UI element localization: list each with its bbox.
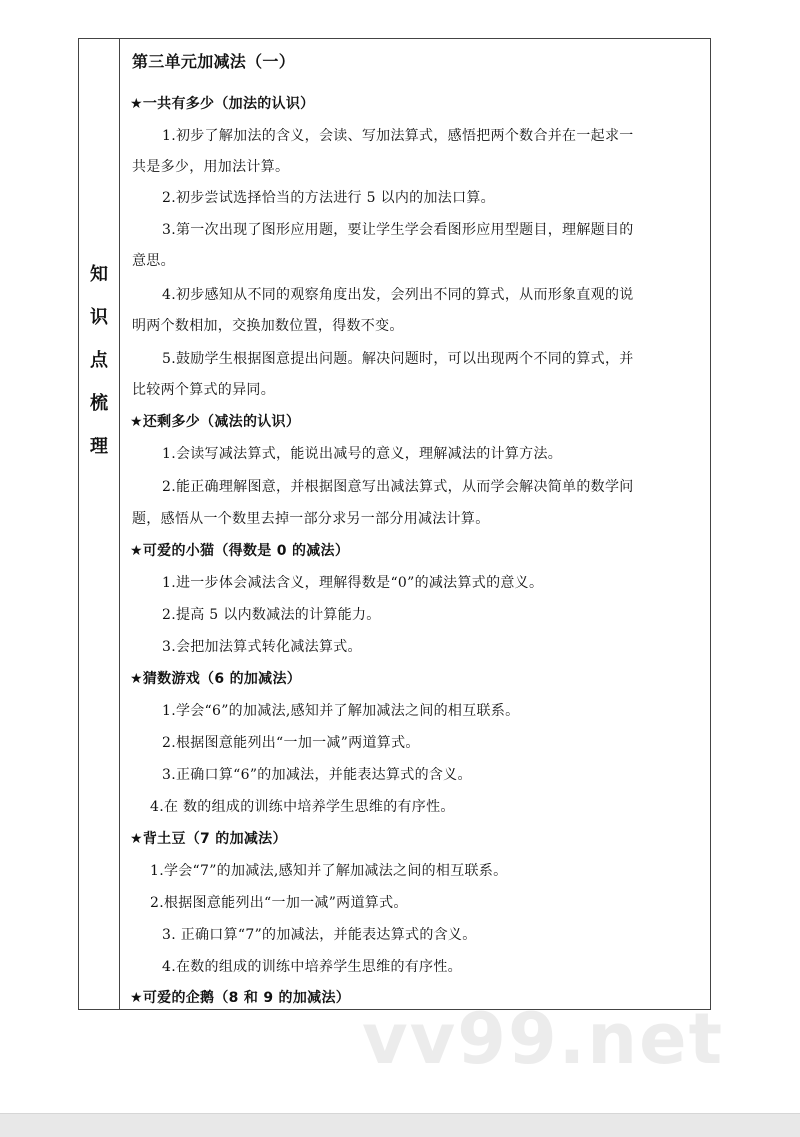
list-item: 1.初步了解加法的含义，会读、写加法算式，感悟把两个数合并在一起求一 — [162, 128, 634, 144]
list-item: 意思。 — [132, 253, 175, 269]
side-label-char: 点 — [90, 350, 108, 371]
list-item: 1.进一步体会减法含义，理解得数是“0”的减法算式的意义。 — [162, 575, 544, 591]
watermark: vv99.net — [362, 998, 725, 1080]
section-heading: ★背土豆（7 的加减法） — [130, 831, 287, 847]
side-label-char: 知 — [90, 264, 108, 285]
viewer-footer-bar — [0, 1113, 800, 1137]
list-item: 2.能正确理解图意，并根据图意写出减法算式，从而学会解决简单的数学问 — [162, 479, 634, 495]
list-item: 4.初步感知从不同的观察角度出发，会列出不同的算式，从而形象直观的说 — [162, 287, 634, 303]
list-item: 4.在数的组成的训练中培养学生思维的有序性。 — [162, 959, 462, 975]
list-item: 3.会把加法算式转化减法算式。 — [162, 639, 362, 655]
list-item: 2.提高 5 以内数减法的计算能力。 — [162, 607, 381, 623]
list-item: 2.根据图意能列出“一加一减”两道算式。 — [162, 735, 420, 751]
list-item: 2.根据图意能列出“一加一减”两道算式。 — [150, 895, 408, 911]
list-item: 1.学会“6”的加减法,感知并了解加减法之间的相互联系。 — [162, 703, 520, 719]
side-label-char: 梳 — [90, 393, 108, 414]
page-title: 第三单元加减法（一） — [132, 52, 296, 71]
section-heading: ★还剩多少（减法的认识） — [130, 414, 301, 430]
section-heading: ★可爱的企鹅（8 和 9 的加减法） — [130, 990, 351, 1006]
list-item: 共是多少，用加法计算。 — [132, 159, 290, 175]
side-label — [79, 253, 119, 468]
list-item: 5.鼓励学生根据图意提出问题。解决问题时，可以出现两个不同的算式，并 — [162, 351, 634, 367]
list-item: 2.初步尝试选择恰当的方法进行 5 以内的加法口算。 — [162, 190, 495, 206]
list-item: 明两个数相加，交换加数位置，得数不变。 — [132, 318, 404, 334]
side-label-column — [79, 39, 120, 1009]
side-label-char: 识 — [90, 307, 108, 328]
knowledge-table — [78, 38, 711, 1010]
list-item: 1.学会“7”的加减法,感知并了解加减法之间的相互联系。 — [150, 863, 508, 879]
section-heading: ★猜数游戏（6 的加减法） — [130, 671, 302, 687]
list-item: 1.会读写减法算式，能说出减号的意义，理解减法的计算方法。 — [162, 446, 563, 462]
list-item: 3.第一次出现了图形应用题，要让学生学会看图形应用型题目，理解题目的 — [162, 222, 634, 238]
list-item: 题，感悟从一个数里去掉一部分求另一部分用减法计算。 — [132, 511, 490, 527]
content-column — [120, 39, 710, 1009]
side-label-char: 理 — [90, 436, 108, 457]
list-item: 3.正确口算“6”的加减法，并能表达算式的含义。 — [162, 767, 472, 783]
section-heading: ★一共有多少（加法的认识） — [130, 96, 315, 112]
section-heading: ★可爱的小猫（得数是 0 的减法） — [130, 543, 350, 559]
list-item: 比较两个算式的异同。 — [132, 382, 275, 398]
list-item: 4.在 数的组成的训练中培养学生思维的有序性。 — [150, 799, 455, 815]
list-item: 3. 正确口算“7”的加减法，并能表达算式的含义。 — [162, 927, 477, 943]
